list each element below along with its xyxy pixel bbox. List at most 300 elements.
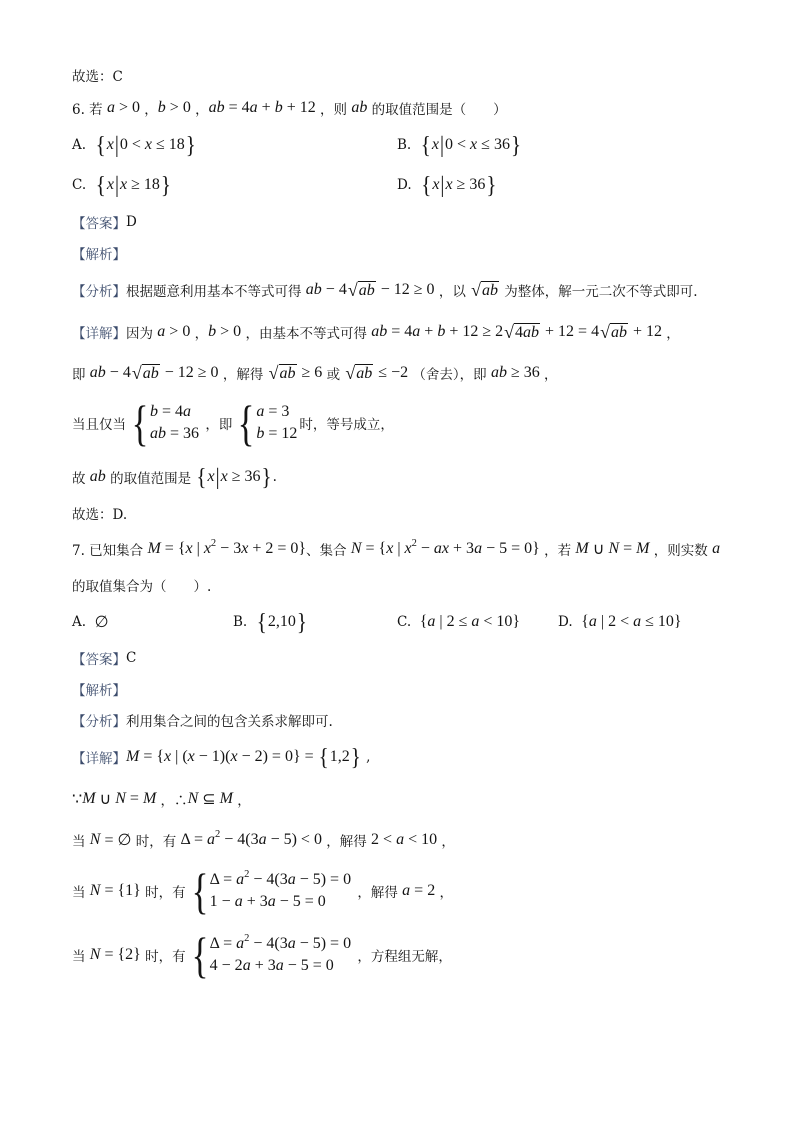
radicand xyxy=(358,281,376,299)
math-expression: 2,10 xyxy=(267,613,296,630)
text-run: B. xyxy=(233,614,256,630)
math-expression: + 12 xyxy=(628,323,662,340)
math-variable: a xyxy=(206,831,215,848)
math-expression: = xyxy=(619,540,637,557)
math-variable: ab xyxy=(208,99,225,116)
text-run: A. xyxy=(72,614,95,630)
math-expression: − 5 = 0 xyxy=(275,893,326,910)
math-expression: = 12 xyxy=(264,425,298,442)
q6-option-d xyxy=(397,170,497,199)
set-brace: { xyxy=(196,462,207,491)
math-expression: = 4 xyxy=(387,323,413,340)
math-expression: > 0 xyxy=(114,99,140,116)
equation-row xyxy=(210,891,351,913)
math-variable: x xyxy=(203,540,211,557)
text-run: C. xyxy=(397,614,420,630)
q6-analysis xyxy=(72,279,698,301)
math-expression: ≥ 36 xyxy=(227,468,261,485)
set-bar: | xyxy=(440,171,445,198)
text-run: 或 xyxy=(322,367,345,383)
math-expression: − 5 = 0 xyxy=(283,957,334,974)
math-expression: | ( xyxy=(171,748,188,765)
math-variable: √ ab xyxy=(142,365,159,382)
math-expression: | xyxy=(192,540,204,557)
equation-rows xyxy=(210,933,351,977)
q7-case-n-2 xyxy=(72,929,452,981)
equation-rows xyxy=(256,401,297,445)
text-run: 时，有 xyxy=(140,949,186,965)
math-expression: − 1)( xyxy=(194,748,231,765)
set-brace: } xyxy=(296,607,307,636)
math-expression: − 5) < 0 xyxy=(266,831,322,848)
text-run: 6. 若 xyxy=(72,102,107,118)
math-variable: N xyxy=(608,540,620,557)
text-run: C. xyxy=(72,177,95,193)
superscript: 2 xyxy=(244,933,250,944)
math-variable: ab xyxy=(305,281,322,298)
text-run: ，解得 xyxy=(218,367,268,383)
math-expression: ⊆ xyxy=(198,791,220,808)
set-brace: } xyxy=(350,742,361,771)
math-expression: − 5) = 0 xyxy=(295,935,352,952)
text-run: 故选：D. xyxy=(72,507,128,523)
section-tag: 【分析】 xyxy=(72,284,126,300)
math-variable: x xyxy=(106,136,114,153)
text-run: 时，等号成立， xyxy=(299,417,394,433)
math-expression: = {1} xyxy=(100,882,141,899)
math-expression: 0 < xyxy=(119,136,145,153)
math-variable: √ ab xyxy=(356,365,373,382)
text-run: D xyxy=(126,214,137,230)
math-variable: { b xyxy=(150,403,158,420)
text-run: A. xyxy=(72,137,95,153)
text-run: ， xyxy=(140,102,158,118)
math-expression: Δ = xyxy=(180,831,207,848)
q5-choice-line xyxy=(72,64,123,86)
text-run: 时，有 xyxy=(140,885,186,901)
q6-detail-step xyxy=(72,362,558,384)
math-expression: ∪ xyxy=(95,791,116,808)
q7-option-d xyxy=(558,611,682,633)
set-brace: { xyxy=(420,130,431,159)
q7-answer xyxy=(72,647,136,669)
text-run: ，即 xyxy=(201,417,233,433)
math-variable: a xyxy=(157,323,166,340)
radicand xyxy=(481,281,499,299)
equation-row xyxy=(210,869,351,891)
text-run: 当且仅当 xyxy=(72,417,126,433)
math-expression: = 4 xyxy=(224,99,250,116)
superscript: 2 xyxy=(244,869,250,880)
math-variable: √ ab xyxy=(279,365,296,382)
text-run: 当 xyxy=(72,949,90,965)
math-expression: − 4 xyxy=(321,281,347,298)
math-variable: x xyxy=(386,540,394,557)
math-variable: a xyxy=(412,323,421,340)
math-expression: 0 < xyxy=(445,136,471,153)
math-variable: N xyxy=(187,790,199,807)
text-run: 当 xyxy=(72,885,90,901)
radicand xyxy=(514,323,540,341)
math-expression: = { xyxy=(160,540,186,557)
math-expression: ≥ 6 xyxy=(297,364,323,381)
q6-equality-condition xyxy=(72,397,394,449)
math-variable: M xyxy=(142,790,157,807)
math-variable: b xyxy=(256,425,265,442)
math-expression: √ 4 xyxy=(515,324,524,341)
superscript: 2 xyxy=(411,538,417,549)
math-expression: ≤ −2 xyxy=(374,364,409,381)
math-variable: a xyxy=(287,935,296,952)
q6-answer xyxy=(72,211,137,233)
q6-stem xyxy=(72,97,507,119)
math-expression: = xyxy=(125,790,143,807)
q7-case-empty xyxy=(72,829,455,851)
q6-option-a xyxy=(72,130,197,159)
math-expression: > 0 xyxy=(165,323,191,340)
text-run: 当 xyxy=(72,834,90,850)
text-run: . xyxy=(272,469,277,485)
math-variable: b xyxy=(437,323,446,340)
text-run: ，方程组无解， xyxy=(353,949,452,965)
set-bar: | xyxy=(215,463,220,490)
set-brace: } xyxy=(486,170,497,199)
math-variable: a xyxy=(287,871,296,888)
set-brace: } xyxy=(510,130,522,159)
math-variable: a xyxy=(712,540,721,557)
math-expression: = 36 xyxy=(166,425,200,442)
math-variable: √ ab xyxy=(482,282,499,299)
math-variable: ab xyxy=(150,425,166,442)
text-run: 因为 xyxy=(126,326,158,342)
math-variable: a xyxy=(427,613,436,630)
section-tag: 【答案】 xyxy=(72,652,126,668)
math-variable: a xyxy=(183,403,192,420)
math-variable: a xyxy=(267,893,276,910)
text-run: ， xyxy=(190,326,209,342)
text-run: D. xyxy=(397,177,421,193)
square-root xyxy=(348,281,376,299)
math-variable: √ ab xyxy=(610,324,627,341)
math-variable: N xyxy=(115,790,126,807)
math-variable: a xyxy=(236,935,245,952)
text-run: ，∴ xyxy=(156,793,188,809)
math-variable: ab xyxy=(490,364,507,381)
text-run: ，解得 xyxy=(321,834,372,850)
equation-system xyxy=(188,931,351,979)
equation-rows xyxy=(150,401,199,445)
math-expression: ≤ 10} xyxy=(641,613,682,630)
text-run: ， xyxy=(539,367,558,383)
math-variable: M xyxy=(147,540,161,557)
math-variable: x xyxy=(164,748,172,765)
text-run: （舍去），即 xyxy=(408,367,491,383)
equation-system xyxy=(128,399,199,447)
math-variable: a xyxy=(402,882,411,899)
math-expression: = { xyxy=(361,540,387,557)
math-expression: = 3 xyxy=(264,403,290,420)
set-brace: } xyxy=(160,170,171,199)
square-root xyxy=(345,364,373,382)
radicand xyxy=(279,364,297,382)
equation-system xyxy=(188,867,351,915)
q6-option-b xyxy=(397,130,522,159)
math-expression: = {2} xyxy=(100,946,141,963)
text-run: ，则实数 xyxy=(649,543,713,559)
math-variable: a xyxy=(242,957,251,974)
math-variable: a xyxy=(471,613,480,630)
text-run: ， xyxy=(190,102,209,118)
math-variable: a xyxy=(236,871,245,888)
equation-row xyxy=(210,933,351,955)
superscript: 2 xyxy=(214,829,221,840)
text-run: 故选：C xyxy=(72,69,123,85)
text-run: 利用集合之间的包含关系求解即可. xyxy=(126,714,333,730)
math-expression: + 3 xyxy=(449,540,475,557)
math-expression: − 4(3 xyxy=(220,831,259,848)
set-bar: | xyxy=(440,131,445,158)
text-run: ， xyxy=(232,793,251,809)
math-expression: + 3 xyxy=(242,893,268,910)
math-expression: { xyxy=(581,613,589,630)
math-expression: − 12 ≥ 0 xyxy=(160,364,219,381)
math-variable: ax xyxy=(433,540,450,557)
math-expression: + 12 ≥ 2 xyxy=(445,323,504,340)
math-expression: > 0 xyxy=(216,323,242,340)
math-variable: x xyxy=(445,176,453,193)
math-variable: ab xyxy=(89,364,106,381)
math-expression: = 2 xyxy=(410,882,436,899)
math-expression: { Δ = xyxy=(209,871,237,888)
math-expression: 4 − 2 xyxy=(209,957,243,974)
math-expression: { xyxy=(419,613,428,630)
math-variable: a xyxy=(396,831,405,848)
math-variable: ab xyxy=(523,324,540,341)
math-expression: − 5) = 0 xyxy=(295,871,352,888)
math-variable: a xyxy=(474,540,483,557)
section-tag: 【分析】 xyxy=(72,714,126,730)
q7-analysis xyxy=(72,709,333,731)
math-expression: < 10} xyxy=(479,613,521,630)
math-expression: | 2 < xyxy=(596,613,634,630)
set-brace: { xyxy=(95,170,106,199)
square-root xyxy=(600,323,628,341)
math-variable: b xyxy=(208,323,217,340)
math-variable: x xyxy=(431,136,439,153)
text-run: C xyxy=(126,650,137,666)
text-run: B. xyxy=(397,137,420,153)
math-expression: | 2 ≤ xyxy=(435,613,472,630)
math-expression: ≥ 36 xyxy=(452,176,486,193)
math-expression: = 4 xyxy=(158,403,184,420)
math-expression: − 4(3 xyxy=(249,935,288,952)
math-variable: a xyxy=(249,99,258,116)
radicand xyxy=(610,323,628,341)
section-tag: 【解析】 xyxy=(72,247,126,263)
math-variable: ab xyxy=(371,323,388,340)
square-root xyxy=(504,323,540,341)
math-expression: > 0 xyxy=(165,99,191,116)
math-variable: N xyxy=(89,946,101,963)
math-expression: 1,2 xyxy=(329,748,350,765)
math-variable: x xyxy=(470,136,478,153)
set-brace: { xyxy=(95,130,106,159)
math-variable: ab xyxy=(351,99,368,116)
math-variable: x xyxy=(241,540,249,557)
text-run: ，若 xyxy=(539,543,576,559)
equation-system xyxy=(234,399,297,447)
radicand xyxy=(142,364,160,382)
equation-row xyxy=(256,423,297,445)
square-root xyxy=(471,281,499,299)
set-brace: { xyxy=(421,170,432,199)
math-variable: { a xyxy=(256,403,265,420)
q6-option-c xyxy=(72,170,172,199)
math-variable: x xyxy=(432,176,440,193)
section-tag: 【解析】 xyxy=(72,683,126,699)
equation-row xyxy=(256,401,297,423)
set-bar: | xyxy=(114,131,119,158)
math-variable: a xyxy=(588,613,597,630)
q6-range-conclusion xyxy=(72,462,277,491)
math-variable: b xyxy=(157,99,166,116)
set-brace: { xyxy=(256,607,267,636)
math-expression: − 2) = 0} = xyxy=(237,748,318,765)
math-expression: + 12 = 4 xyxy=(541,323,600,340)
math-variable: x xyxy=(230,748,238,765)
set-brace: } xyxy=(261,462,272,491)
q7-detail xyxy=(72,742,371,771)
text-run: 为整体，解一元二次不等式即可. xyxy=(500,284,698,300)
q7-stem-line-2 xyxy=(72,574,211,596)
text-run: ，则 xyxy=(315,102,352,118)
radicand xyxy=(355,364,373,382)
text-run: ，由基本不等式可得 xyxy=(241,326,372,342)
square-root xyxy=(132,364,160,382)
math-expression: − 12 ≥ 0 xyxy=(376,281,435,298)
math-expression: + 2 = 0} xyxy=(248,540,307,557)
math-expression: ∅ xyxy=(94,614,109,631)
equation-row xyxy=(150,401,199,423)
text-run: 故 xyxy=(72,471,90,487)
q6-detail xyxy=(72,321,680,343)
math-expression: + xyxy=(257,99,275,116)
q7-stem-line-1 xyxy=(72,538,720,560)
q7-option-b xyxy=(233,607,308,636)
math-variable: N xyxy=(350,540,362,557)
square-root xyxy=(269,364,297,382)
math-variable: a xyxy=(106,99,115,116)
math-expression: − 5 = 0} xyxy=(482,540,540,557)
q6-choice-line xyxy=(72,502,127,524)
math-expression: | xyxy=(393,540,405,557)
math-variable: x xyxy=(187,748,195,765)
math-expression: ≥ 18 xyxy=(127,176,160,193)
math-variable: x xyxy=(185,540,193,557)
math-expression: − 3 xyxy=(216,540,242,557)
math-expression: ∪ xyxy=(588,541,609,558)
math-expression: = ∅ xyxy=(100,832,132,849)
text-run: 7. 已知集合 xyxy=(72,543,148,559)
math-variable: M xyxy=(126,748,140,765)
text-run: 即 xyxy=(72,367,90,383)
q7-case-n-1 xyxy=(72,865,453,917)
math-variable: a xyxy=(633,613,642,630)
superscript: 2 xyxy=(210,538,217,549)
text-run: 的取值范围是 xyxy=(105,471,196,487)
q7-option-c xyxy=(397,611,520,633)
q6-jiexi-heading xyxy=(72,242,126,264)
text-run: 、集合 xyxy=(306,543,351,559)
text-run: ， xyxy=(661,326,680,342)
text-run: D. xyxy=(558,614,582,630)
math-variable: M xyxy=(575,540,589,557)
math-variable: x xyxy=(404,540,412,557)
math-expression: + 3 xyxy=(250,957,276,974)
math-variable: √ ab xyxy=(358,282,375,299)
text-run: 的取值范围是（ ） xyxy=(367,102,507,118)
math-expression: − 4(3 xyxy=(249,871,288,888)
text-run: ，以 xyxy=(434,284,471,300)
equation-row xyxy=(150,423,199,445)
math-variable: x xyxy=(220,468,228,485)
text-run: ， xyxy=(435,885,453,901)
text-run: ， xyxy=(437,834,455,850)
math-variable: x xyxy=(207,468,215,485)
set-brace: { xyxy=(318,742,329,771)
math-expression: = { xyxy=(139,748,165,765)
math-variable: M xyxy=(636,540,650,557)
text-run: 的取值集合为（ ）. xyxy=(72,579,212,595)
text-run: ，解得 xyxy=(353,885,403,901)
text-run: 时，有 xyxy=(131,834,181,850)
section-tag: 【详解】 xyxy=(72,751,126,767)
math-expression: ∵ xyxy=(72,791,83,808)
set-brace: } xyxy=(185,130,196,159)
math-variable: M xyxy=(82,790,96,807)
q7-option-a xyxy=(72,611,109,633)
math-variable: M xyxy=(219,790,233,807)
math-variable: b xyxy=(274,99,283,116)
math-variable: N xyxy=(89,882,101,899)
equation-rows xyxy=(210,869,351,913)
section-tag: 【答案】 xyxy=(72,216,126,232)
math-variable: x xyxy=(119,176,128,193)
equation-row xyxy=(210,955,351,977)
math-expression: − xyxy=(416,540,434,557)
math-variable: ab xyxy=(89,468,106,485)
math-expression: + 12 xyxy=(282,99,316,116)
text-run: 根据题意利用基本不等式可得 xyxy=(126,284,306,300)
math-variable: a xyxy=(258,831,267,848)
math-variable: x xyxy=(144,136,152,153)
set-bar: | xyxy=(114,171,119,198)
math-expression: 1 − xyxy=(209,893,235,910)
q7-subset-step xyxy=(72,788,251,810)
math-expression: − 4 xyxy=(105,364,131,381)
math-expression: ≥ 36 xyxy=(506,364,540,381)
math-variable: a xyxy=(234,893,243,910)
math-expression: 2 < xyxy=(371,831,397,848)
math-expression: < 10 xyxy=(404,831,438,848)
text-run: , xyxy=(361,749,371,765)
math-expression: + xyxy=(420,323,438,340)
math-variable: a xyxy=(275,957,284,974)
section-tag: 【详解】 xyxy=(72,326,126,342)
q7-jiexi-heading xyxy=(72,678,126,700)
math-expression: ≤ 18 xyxy=(151,136,185,153)
math-variable: N xyxy=(89,831,101,848)
